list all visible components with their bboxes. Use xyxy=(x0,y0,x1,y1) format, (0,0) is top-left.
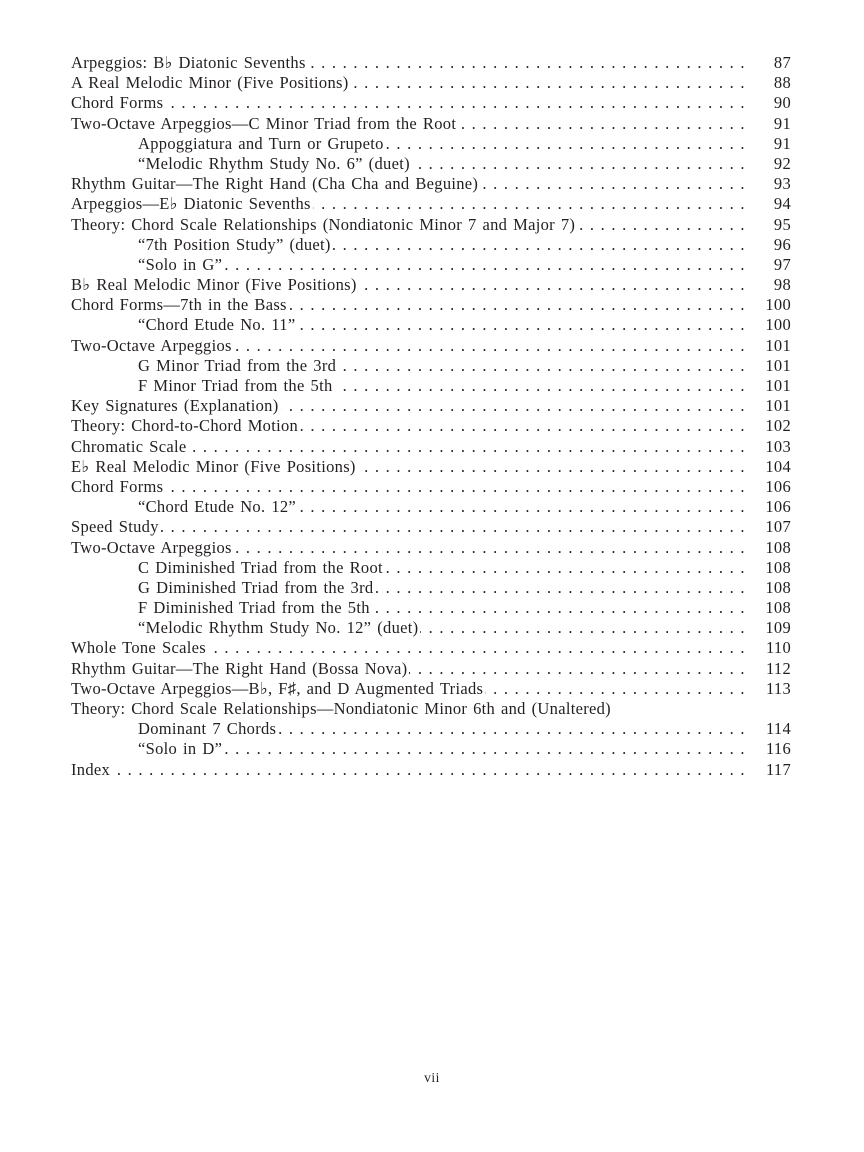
toc-entry xyxy=(71,194,791,214)
toc-entry xyxy=(71,376,791,396)
toc-dot-leader xyxy=(338,356,745,376)
toc-entry xyxy=(71,618,791,638)
toc-entry xyxy=(71,517,791,537)
toc-entry xyxy=(71,659,791,679)
toc-dot-leader xyxy=(224,739,745,759)
toc-entry xyxy=(71,699,791,719)
toc-dot-leader xyxy=(308,53,745,73)
toc-entry-title: Whole Tone Scales xyxy=(71,638,206,658)
toc-entry xyxy=(71,295,791,315)
toc-entry-title: Dominant 7 Chords xyxy=(138,719,277,739)
toc-dot-leader xyxy=(161,517,745,537)
toc-entry-title: Chord Forms—7th in the Bass xyxy=(71,295,287,315)
toc-entry-title: Rhythm Guitar—The Right Hand (Cha Cha and Beguine) xyxy=(71,174,479,194)
toc-entry xyxy=(71,255,791,275)
toc-entry-title: Theory: Chord Scale Relationships (Nondiatonic Minor 7 and Major 7) xyxy=(71,214,576,234)
toc-entry-page: 108 xyxy=(765,577,791,597)
toc-entry-page: 101 xyxy=(765,335,791,355)
toc-entry-title: “Melodic Rhythm Study No. 12” (duet) xyxy=(138,618,419,638)
toc-entry xyxy=(71,396,791,416)
toc-entry-page: 102 xyxy=(765,416,791,436)
toc-entry-title: “Chord Etude No. 12” xyxy=(138,497,297,517)
toc-entry xyxy=(71,315,791,335)
toc-entry-page: 98 xyxy=(773,275,791,295)
toc-entry-title: “7th Position Study” (duet) xyxy=(138,234,331,254)
toc-dot-leader xyxy=(278,719,745,739)
toc-dot-leader xyxy=(577,215,745,235)
toc-dot-leader xyxy=(298,497,745,517)
toc-dot-leader xyxy=(234,538,745,558)
toc-dot-leader xyxy=(386,134,745,154)
toc-entry-title: Two-Octave Arpeggios xyxy=(71,537,232,557)
toc-entry-title: Rhythm Guitar—The Right Hand (Bossa Nova) xyxy=(71,658,408,678)
toc-entry-page: 94 xyxy=(773,194,791,214)
toc-entry-title: “Solo in G” xyxy=(138,254,223,274)
toc-dot-leader xyxy=(409,659,745,679)
toc-entry-title: G Minor Triad from the 3rd xyxy=(138,355,337,375)
toc-entry xyxy=(71,174,791,194)
toc-entry xyxy=(71,134,791,154)
toc-entry xyxy=(71,114,791,134)
toc-entry-page: 93 xyxy=(773,174,791,194)
toc-entry-page: 106 xyxy=(765,497,791,517)
toc-dot-leader xyxy=(385,558,745,578)
toc-dot-leader xyxy=(335,376,745,396)
toc-dot-leader xyxy=(313,194,745,214)
toc-entry xyxy=(71,356,791,376)
toc-entry-title: Speed Study xyxy=(71,517,159,537)
toc-dot-leader xyxy=(224,255,745,275)
toc-dot-leader xyxy=(297,315,745,335)
toc-entry xyxy=(71,275,791,295)
toc-entry-page: 113 xyxy=(765,678,791,698)
toc-entry-title: Arpeggios: B♭ Diatonic Sevenths xyxy=(71,53,306,72)
toc-entry-page: 97 xyxy=(773,254,791,274)
toc-dot-leader xyxy=(485,679,745,699)
toc-entry-page: 110 xyxy=(765,638,791,658)
toc-entry-page: 100 xyxy=(765,295,791,315)
toc-entry xyxy=(71,538,791,558)
toc-entry xyxy=(71,497,791,517)
toc-entry-title: A Real Melodic Minor (Five Positions) xyxy=(71,73,349,93)
toc-entry-page: 107 xyxy=(765,517,791,537)
toc-entry-title: Chord Forms xyxy=(71,93,164,113)
toc-dot-leader xyxy=(358,457,745,477)
toc-entry-title: G Diminished Triad from the 3rd xyxy=(138,577,374,597)
toc-dot-leader xyxy=(458,114,745,134)
toc-entry-page: 108 xyxy=(765,557,791,577)
toc-entry-page: 114 xyxy=(765,719,791,739)
toc-entry xyxy=(71,73,791,93)
toc-entry-page: 106 xyxy=(765,476,791,496)
toc-entry xyxy=(71,437,791,457)
toc-entry-title: B♭ Real Melodic Minor (Five Positions) xyxy=(71,275,357,295)
toc-dot-leader xyxy=(281,396,745,416)
footer-page-number: vii xyxy=(424,1070,440,1085)
toc-entry-title: E♭ Real Melodic Minor (Five Positions) xyxy=(71,456,356,476)
toc-dot-leader xyxy=(351,73,745,93)
toc-entry-title: Appoggiatura and Turn or Grupeto xyxy=(138,133,384,153)
toc-entry-page: 87 xyxy=(773,53,791,72)
toc-dot-leader xyxy=(165,93,745,113)
toc-entry-page: 95 xyxy=(773,214,791,234)
toc-entry xyxy=(71,235,791,255)
toc-dot-leader xyxy=(112,760,745,780)
toc-entry xyxy=(71,336,791,356)
toc-entry xyxy=(71,578,791,598)
toc-entry-title: Theory: Chord-to-Chord Motion xyxy=(71,416,299,436)
toc-entry-title: Chromatic Scale xyxy=(71,436,187,456)
toc-entry xyxy=(71,739,791,759)
toc-entry-page: 108 xyxy=(765,598,791,618)
toc-entry-page: 101 xyxy=(765,376,791,395)
toc-entry-page: 96 xyxy=(773,234,791,254)
toc-dot-leader xyxy=(375,578,745,598)
toc-entry-title: “Chord Etude No. 11” xyxy=(138,315,296,335)
toc-entry-page: 117 xyxy=(765,759,791,779)
toc-entry-page: 109 xyxy=(765,618,791,638)
toc-entry-title: C Diminished Triad from the Root xyxy=(138,557,383,577)
table-of-contents xyxy=(71,53,791,780)
toc-entry-title: F Minor Triad from the 5th xyxy=(138,376,333,395)
toc-entry-title: F Diminished Triad from the 5th xyxy=(138,598,370,618)
toc-entry-page: 92 xyxy=(773,153,791,173)
toc-dot-leader xyxy=(359,275,745,295)
toc-entry xyxy=(71,679,791,699)
toc-dot-leader xyxy=(420,618,745,638)
toc-entry-title: “Solo in D” xyxy=(138,739,223,759)
toc-entry xyxy=(71,558,791,578)
toc-entry-page: 100 xyxy=(765,315,791,335)
toc-entry-page: 104 xyxy=(765,456,791,476)
toc-entry xyxy=(71,638,791,658)
toc-entry xyxy=(71,598,791,618)
toc-dot-leader xyxy=(333,235,745,255)
toc-entry xyxy=(71,477,791,497)
toc-dot-leader xyxy=(480,174,745,194)
toc-dot-leader xyxy=(165,477,745,497)
toc-entry-title: Chord Forms xyxy=(71,476,164,496)
toc-entry xyxy=(71,93,791,113)
toc-entry xyxy=(71,457,791,477)
toc-entry-page: 103 xyxy=(765,436,791,456)
toc-entry xyxy=(71,416,791,436)
toc-entry-title: Two-Octave Arpeggios—B♭, F♯, and D Augmented Triads xyxy=(71,678,484,698)
toc-entry xyxy=(71,719,791,739)
toc-entry-page: 116 xyxy=(765,739,791,759)
toc-entry-page: 90 xyxy=(773,93,791,113)
toc-dot-leader xyxy=(289,295,745,315)
toc-entry-page: 108 xyxy=(765,537,791,557)
toc-entry-title: Index xyxy=(71,759,111,779)
toc-entry-page: 91 xyxy=(773,113,791,133)
toc-entry-title: Arpeggios—E♭ Diatonic Sevenths xyxy=(71,194,311,214)
toc-entry xyxy=(71,53,791,73)
toc-entry-page: 91 xyxy=(773,133,791,153)
toc-dot-leader xyxy=(412,154,745,174)
toc-entry xyxy=(71,215,791,235)
toc-dot-leader xyxy=(234,336,745,356)
toc-dot-leader xyxy=(372,598,745,618)
toc-entry-page: 88 xyxy=(773,73,791,93)
toc-entry-title: Two-Octave Arpeggios xyxy=(71,335,232,355)
toc-dot-leader xyxy=(300,416,745,436)
toc-entry-title: Theory: Chord Scale Relationships—Nondiatonic Minor 6th and (Unaltered) xyxy=(71,699,611,718)
toc-entry-title: Key Signatures (Explanation) xyxy=(71,396,279,416)
toc-entry-page: 112 xyxy=(765,658,791,678)
toc-dot-leader xyxy=(208,638,745,658)
toc-entry xyxy=(71,760,791,780)
toc-entry-page: 101 xyxy=(765,355,791,375)
toc-dot-leader xyxy=(189,437,745,457)
toc-entry-title: Two-Octave Arpeggios—C Minor Triad from the Root xyxy=(71,113,457,133)
toc-entry-page: 101 xyxy=(765,396,791,416)
toc-entry xyxy=(71,154,791,174)
toc-entry-title: “Melodic Rhythm Study No. 6” (duet) xyxy=(138,153,410,173)
